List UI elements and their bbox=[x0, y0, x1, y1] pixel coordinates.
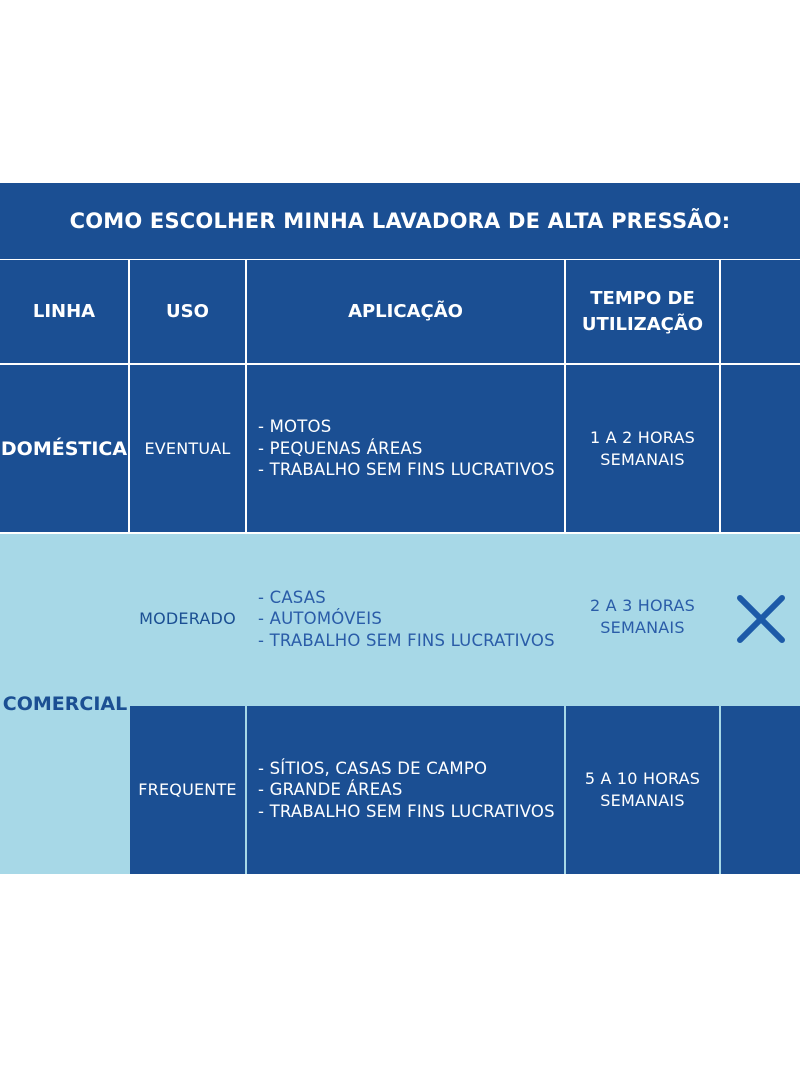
header-extra bbox=[721, 260, 800, 363]
row-frequente-tempo bbox=[566, 706, 719, 874]
row-moderado-extra bbox=[721, 534, 800, 704]
header-tempo-text: TEMPO DE UTILIZAÇÃO bbox=[581, 287, 704, 335]
list-item: - GRANDE ÁREAS bbox=[258, 780, 403, 800]
frequente-uso-text: FREQUENTE bbox=[138, 780, 237, 799]
row-domestica-tempo bbox=[566, 365, 719, 532]
domestica-aplicacao-list bbox=[258, 416, 555, 481]
list-item: - PEQUENAS ÁREAS bbox=[258, 438, 423, 458]
table-title bbox=[0, 183, 800, 259]
list-item: - MOTOS bbox=[258, 417, 332, 437]
close-x-icon bbox=[735, 593, 787, 645]
domestica-tempo-line2: SEMANAIS bbox=[600, 449, 685, 469]
header-uso bbox=[130, 260, 245, 363]
frequente-tempo-line1: 5 A 10 HORAS bbox=[584, 769, 701, 788]
moderado-tempo-line2: SEMANAIS bbox=[600, 618, 685, 637]
list-item: - TRABALHO SEM FINS LUCRATIVOS bbox=[258, 630, 555, 650]
list-item: - SÍTIOS, CASAS DE CAMPO bbox=[258, 758, 488, 778]
domestica-tempo-line1: 1 A 2 HORAS bbox=[590, 427, 695, 447]
row-moderado-aplicacao bbox=[247, 534, 564, 704]
moderado-aplicacao-list bbox=[258, 587, 555, 652]
domestica-uso-text: EVENTUAL bbox=[144, 438, 231, 458]
header-linha bbox=[0, 260, 128, 363]
header-aplicacao bbox=[247, 260, 564, 363]
row-domestica-extra bbox=[721, 365, 800, 532]
list-item: - AUTOMÓVEIS bbox=[258, 609, 383, 629]
moderado-tempo-line1: 2 A 3 HORAS bbox=[590, 596, 695, 615]
row-domestica-linha bbox=[0, 365, 128, 532]
frequente-tempo-line2: SEMANAIS bbox=[600, 791, 685, 810]
list-item: - CASAS bbox=[258, 587, 326, 607]
comercial-label: COMERCIAL bbox=[2, 693, 128, 715]
domestica-label: DOMÉSTICA bbox=[0, 437, 128, 460]
row-moderado-tempo bbox=[566, 534, 719, 704]
list-item: - TRABALHO SEM FINS LUCRATIVOS bbox=[258, 460, 555, 480]
row-comercial-linha bbox=[0, 534, 128, 874]
header-aplicacao-text: APLICAÇÃO bbox=[348, 300, 463, 322]
header-linha-text: LINHA bbox=[32, 300, 96, 322]
list-item: - TRABALHO SEM FINS LUCRATIVOS bbox=[258, 801, 555, 821]
moderado-uso-text: MODERADO bbox=[139, 609, 236, 628]
row-frequente-aplicacao bbox=[247, 706, 564, 874]
table-title-text: COMO ESCOLHER MINHA LAVADORA DE ALTA PRESSÃO: bbox=[69, 209, 731, 233]
frequente-aplicacao-list bbox=[258, 758, 555, 823]
header-tempo bbox=[566, 260, 719, 363]
row-frequente-uso bbox=[130, 706, 245, 874]
row-domestica-uso bbox=[130, 365, 245, 532]
header-uso-text: USO bbox=[166, 300, 209, 322]
row-frequente-extra bbox=[721, 706, 800, 874]
row-moderado-uso bbox=[130, 534, 245, 704]
row-domestica-aplicacao bbox=[247, 365, 564, 532]
